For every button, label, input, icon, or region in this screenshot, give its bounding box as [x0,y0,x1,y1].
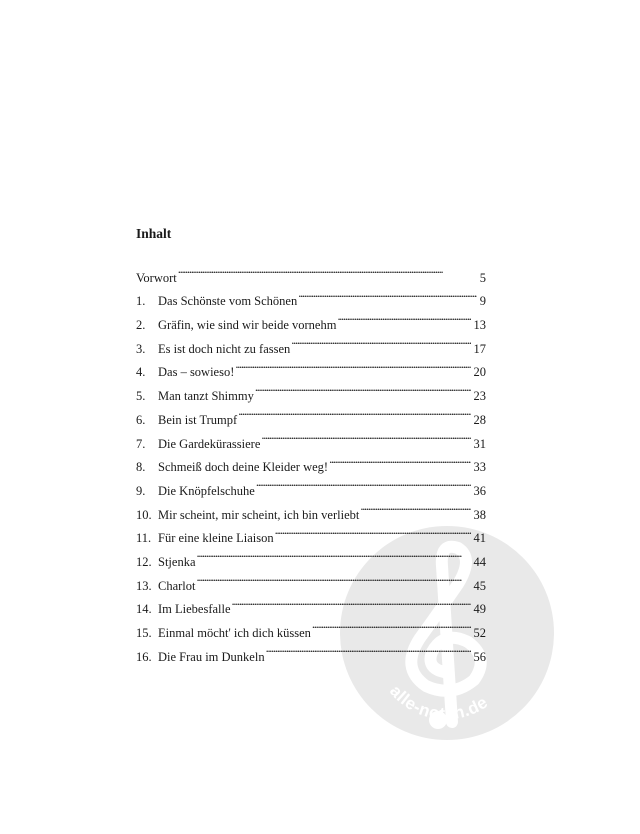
toc-entry-title: Charlot [158,578,196,593]
toc-entry-title: Man tanzt Shimmy [158,389,254,404]
toc-entry-page: 9 [479,294,486,309]
toc-entry-title: Vorwort [136,270,177,285]
toc-entry-number: 9. [136,483,146,498]
toc-dot-leader [298,282,477,306]
toc-dot-leader [197,542,471,566]
toc-dot-leader [178,258,477,282]
toc-dot-leader [275,519,471,543]
toc-entry-page: 41 [473,531,486,546]
toc-entry-page: 44 [473,554,486,569]
toc-entry-title: Stjenka [158,554,196,569]
toc-entry-title: Schmeiß doch deine Kleider weg! [158,460,329,475]
toc-entry-page: 20 [473,365,486,380]
toc-dot-leader [312,613,471,637]
toc-list [136,258,486,664]
toc-dot-leader [255,376,471,400]
toc-entry-page: 13 [473,318,486,333]
toc-entry-page: 5 [479,270,486,285]
toc-entry-title: Die Knöpfelschuhe [158,483,255,498]
toc-entry-number: 6. [136,412,146,427]
toc-entry-number: 5. [136,389,146,404]
toc-dot-leader [291,329,470,353]
toc-entry-number: 7. [136,436,146,451]
toc-entry-title: Das Schönste vom Schönen [158,294,298,309]
toc-entry-number: 13. [136,578,152,593]
toc-entry-page: 56 [473,649,486,664]
table-of-contents [136,224,486,664]
toc-entry-number: 1. [136,294,146,309]
toc-entry-title: Gräfin, wie sind wir beide vornehm [158,318,337,333]
toc-dot-leader [360,495,470,519]
toc-entry-number: 14. [136,602,152,617]
toc-entry-number: 10. [136,507,152,522]
toc-dot-leader [337,305,470,329]
toc-entry-page: 49 [473,602,486,617]
toc-entry [136,258,486,285]
toc-entry-page: 17 [473,341,486,356]
toc-dot-leader [266,637,471,661]
toc-entry-number: 11. [136,531,152,546]
toc-dot-leader [261,424,470,448]
toc-dot-leader [256,471,471,495]
toc-entry-number: 4. [136,365,146,380]
toc-entry-title: Im Liebesfalle [158,602,231,617]
toc-entry-page: 38 [473,507,486,522]
toc-entry-title: Die Gardekürassiere [158,436,261,451]
toc-entry-title: Das – sowieso! [158,365,235,380]
toc-dot-leader [232,590,471,614]
toc-entry-number: 15. [136,626,152,640]
watermark-text: alle-noten.de [386,681,492,724]
toc-entry-page: 31 [473,436,486,451]
toc-entry-page: 23 [473,389,486,404]
toc-entry-title: Für eine kleine Liaison [158,531,274,546]
toc-entry-page: 45 [473,578,486,593]
toc-dot-leader [235,353,470,377]
toc-dot-leader [238,400,470,424]
toc-entry-number: 8. [136,460,146,475]
toc-entry-page: 33 [473,460,486,475]
toc-entry-number: 3. [136,341,146,356]
toc-entry-number: 12. [136,554,152,569]
toc-entry-page: 36 [473,483,486,498]
toc-entry [136,282,486,309]
toc-entry-title: Die Frau im Dunkeln [158,649,265,664]
toc-entry-title: Einmal möcht' ich dich küssen [158,626,311,640]
toc-title: Inhalt [136,226,172,241]
toc-entry-title: Bein ist Trumpf [158,412,238,427]
toc-entry-number: 16. [136,649,152,664]
toc-entry-page: 52 [473,626,486,640]
toc-dot-leader [329,448,470,472]
toc-dot-leader [197,566,471,590]
toc-entry-number: 2. [136,318,146,333]
toc-entry-title: Es ist doch nicht zu fassen [158,341,291,356]
toc-entry-page: 28 [473,412,486,427]
toc-entry-title: Mir scheint, mir scheint, ich bin verliebt [158,507,360,522]
